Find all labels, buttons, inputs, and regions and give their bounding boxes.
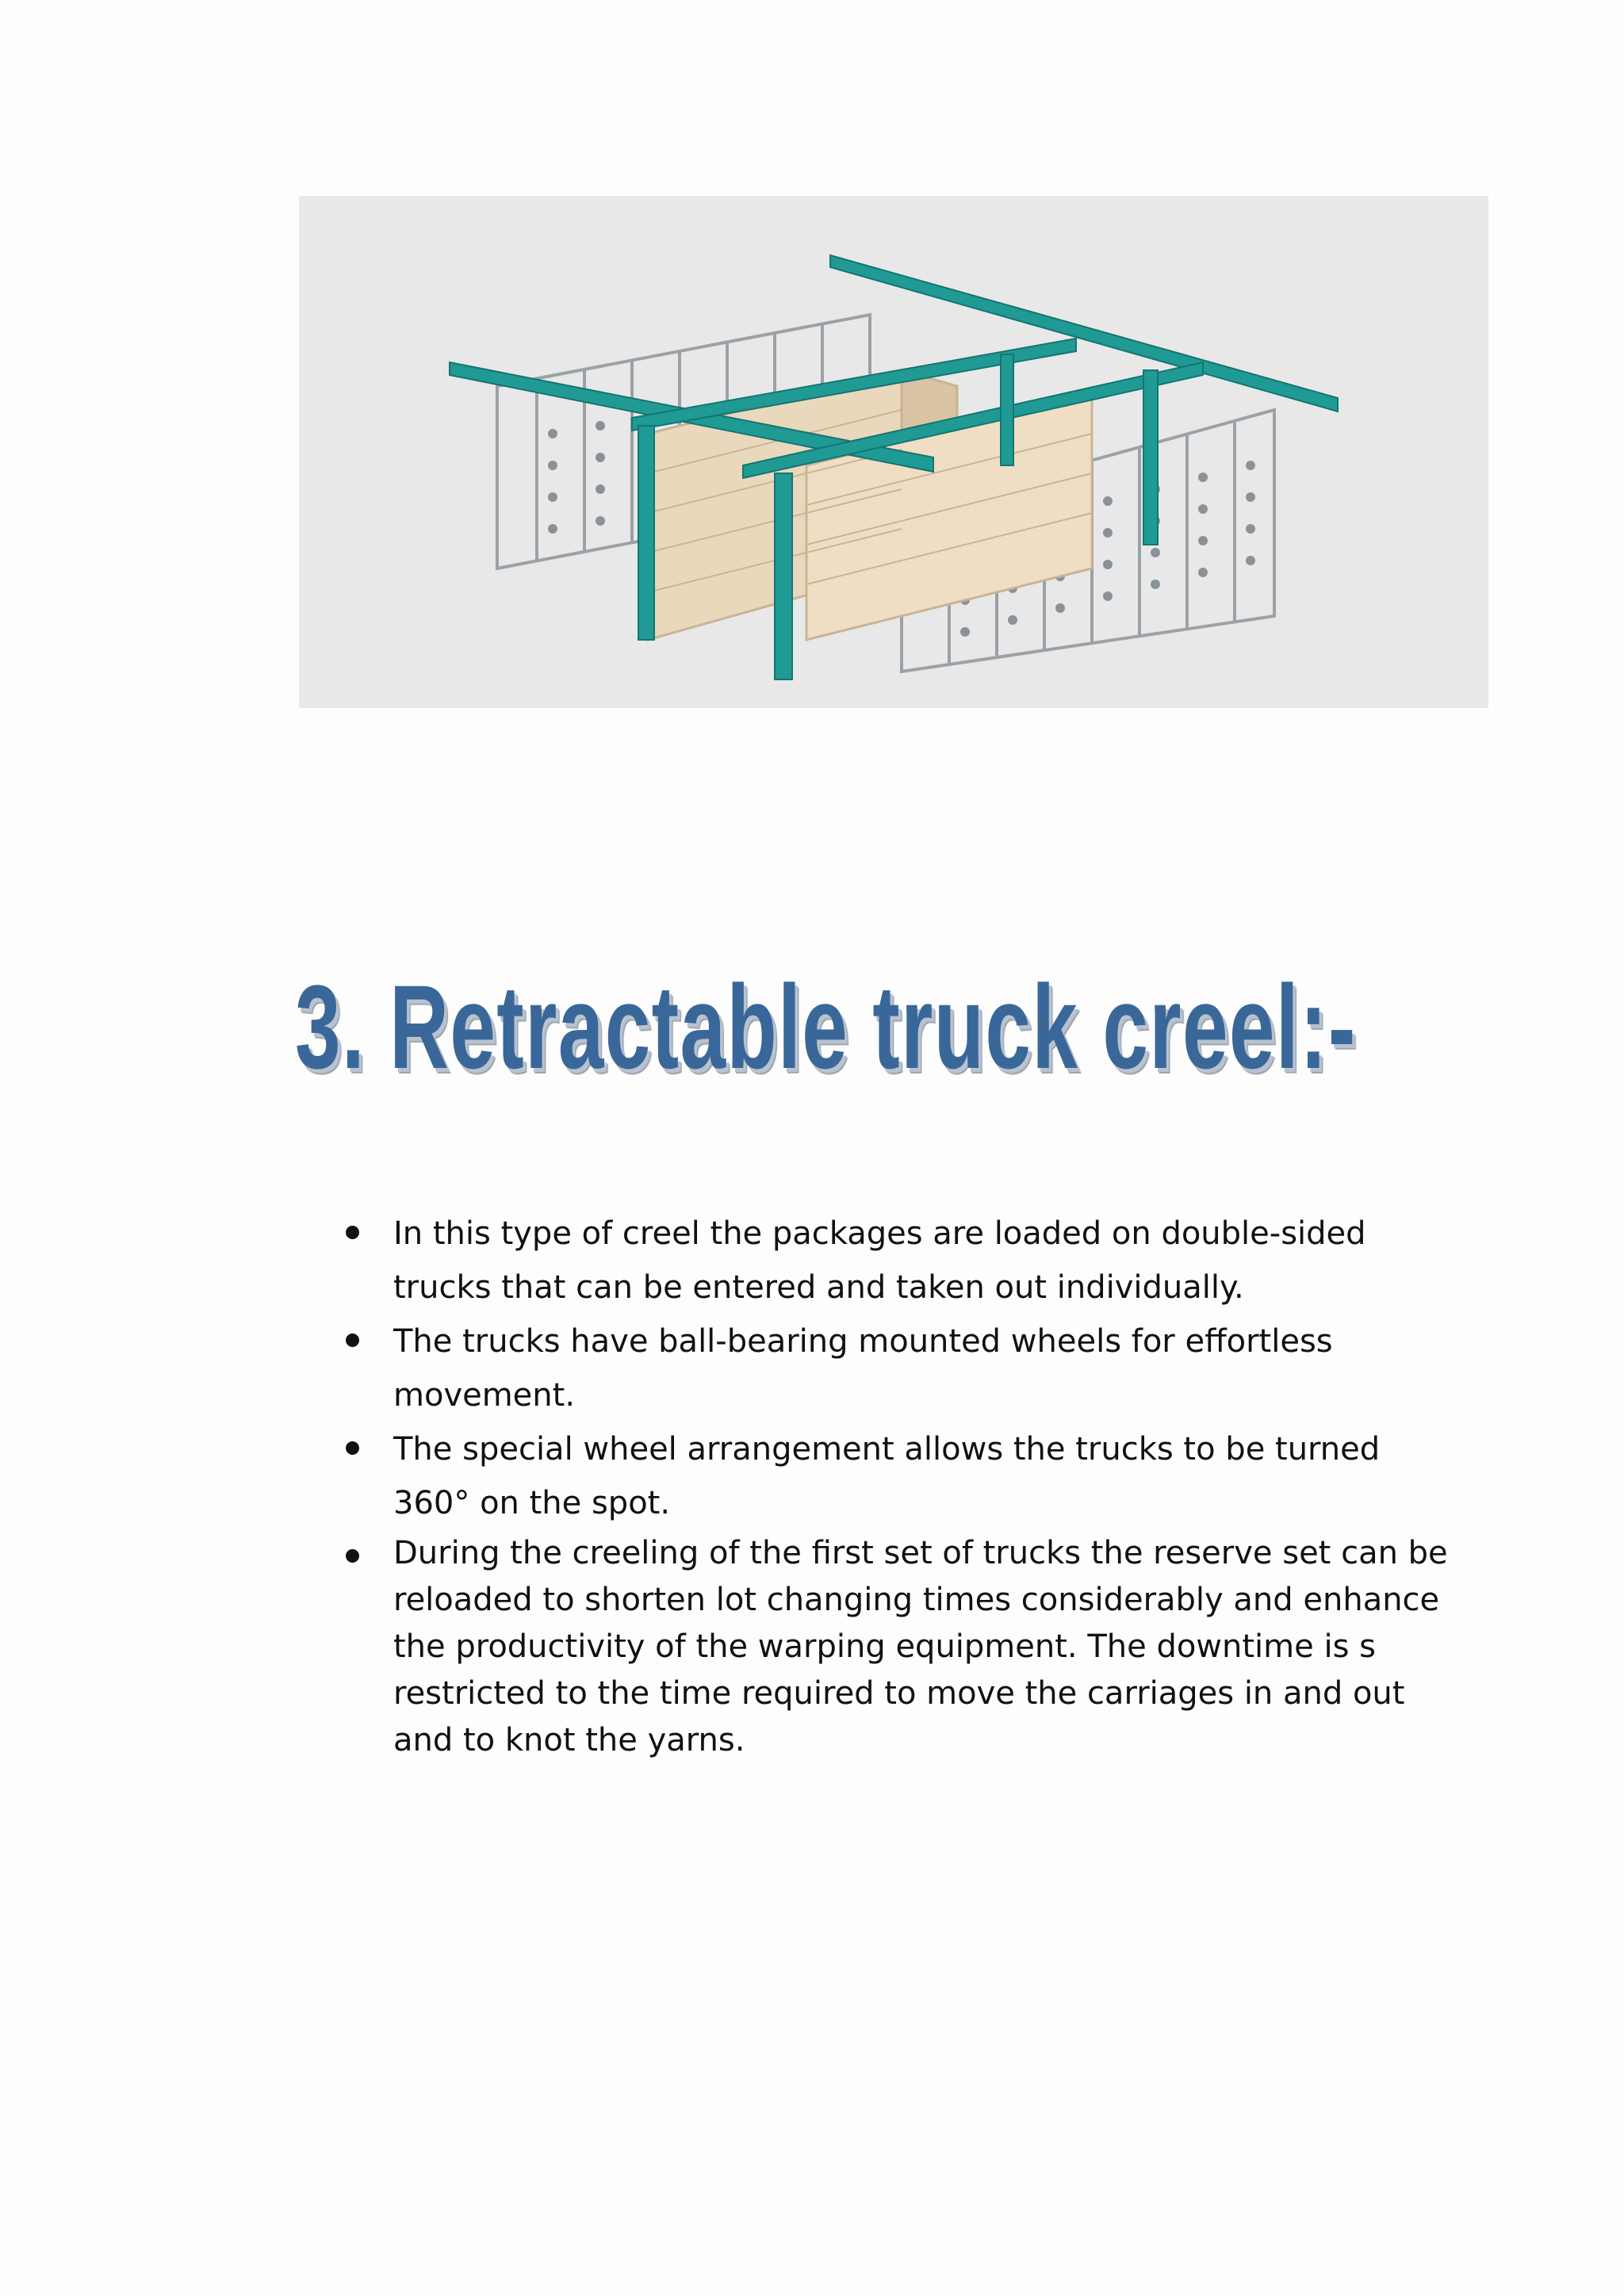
bullet-icon <box>346 1549 359 1563</box>
list-item <box>343 1207 1453 1314</box>
bullet-icon <box>346 1226 359 1239</box>
section-heading: 3. Retractable truck creel:- <box>295 960 1357 1093</box>
bullet-icon <box>346 1441 359 1455</box>
creel-illustration <box>299 196 1488 708</box>
list-item-text: In this type of creel the packages are loaded on double-sided trucks that can be entered and taken out individually. <box>393 1215 1366 1306</box>
list-item-text: The special wheel arrangement allows the trucks to be turned 360° on the spot. <box>393 1431 1381 1521</box>
list-item-text: During the creeling of the first set of trucks the reserve set can be reloaded to shorten lot changing times considerably and enhance the productivity of the warping equipment. The downtime is s restricted to the time required to move the carriages in and out and to knot the yarns. <box>393 1535 1448 1758</box>
bullet-icon <box>346 1334 359 1347</box>
list-item <box>343 1422 1453 1530</box>
creel-drawing <box>299 196 1488 708</box>
list-item-text: The trucks have ball-bearing mounted wheels for effortless movement. <box>393 1323 1333 1414</box>
bullet-list <box>343 1207 1453 1764</box>
list-item <box>343 1314 1453 1422</box>
list-item <box>343 1530 1453 1764</box>
